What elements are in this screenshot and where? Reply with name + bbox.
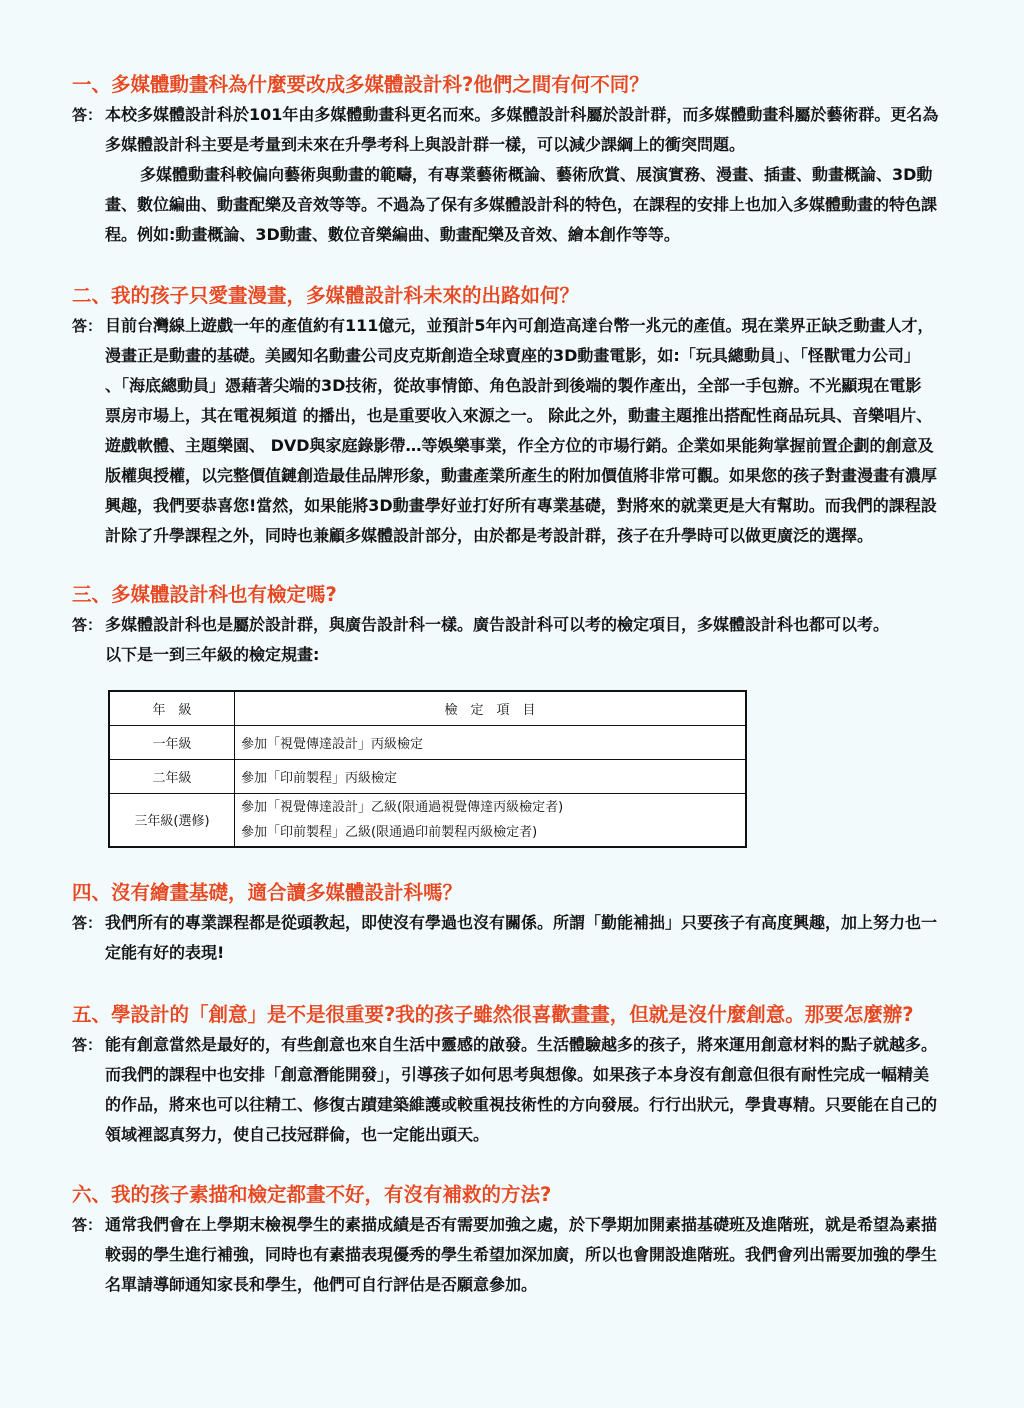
answer-line: 計除了升學課程之外，同時也兼顧多媒體設計部分，由於都是考設計群，孩子在升學時可以做更廣泛的選擇。	[105, 526, 874, 545]
table-header-grade: 年 級	[109, 691, 235, 725]
answer-line: 畫、數位編曲、動畫配樂及音效等等。不過為了保有多媒體設計科的特色，在課程的安排上也加入多媒體動畫的特色課	[105, 195, 938, 214]
faq-section-6	[72, 1180, 972, 1300]
answer-line: 多媒體設計科也是屬於設計群，與廣告設計科一樣。廣告設計科可以考的檢定項目，多媒體設計科也都可以考。	[105, 615, 890, 634]
answer-label: 答：	[72, 616, 103, 634]
faq-section-3	[72, 580, 972, 670]
answer-line: 能有創意當然是最好的，有些創意也來自生活中靈感的啟發。生活體驗越多的孩子，將來運用創意材料的點子就越多。	[105, 1035, 938, 1054]
answer-line: 多媒體設計科主要是考量到未來在升學考科上與設計群一樣，可以減少課綱上的衝突問題。	[105, 135, 746, 154]
answer-line: 票房市場上，其在電視頻道 的播出，也是重要收入來源之一。 除此之外，動畫主題推出搭配性商品玩具、音樂唱片、	[105, 406, 933, 425]
faq-answer	[72, 610, 972, 670]
answer-line: 定能有好的表現!	[105, 943, 225, 962]
answer-line: 程。例如:動畫概論、3D動畫、數位音樂編曲、動畫配樂及音效、繪本創作等等。	[105, 225, 680, 244]
answer-line: 領域裡認真努力，使自己技冠群倫，也一定能出頭天。	[105, 1125, 490, 1144]
table-header-items: 檢 定 項 目	[235, 691, 747, 725]
answer-line: 、「海底總動員」憑藉著尖端的3D技術，從故事情節、角色設計到後端的製作產出，全部一手包辦。不光顯現在電影	[105, 376, 922, 395]
answer-label: 答：	[72, 1216, 103, 1234]
answer-line: 以下是一到三年級的檢定規畫:	[105, 645, 320, 664]
answer-line: 漫畫正是動畫的基礎。美國知名動畫公司皮克斯創造全球賣座的3D動畫電影，如:「玩具總動員」、「怪獸電力公司」	[105, 346, 920, 365]
answer-line: 遊戲軟體、主題樂園、 DVD與家庭錄影帶…等娛樂事業，作全方位的市場行銷。企業如果能夠掌握前置企劃的創意及	[105, 436, 934, 455]
faq-answer	[72, 1030, 972, 1150]
table-cell-grade: 三年級(選修)	[109, 793, 235, 847]
faq-answer	[72, 100, 972, 250]
answer-line: 興趣，我們要恭喜您!當然，如果能將3D動畫學好並打好所有專業基礎，對將來的就業更是大有幫助。而我們的課程設	[105, 496, 937, 515]
faq-answer	[72, 311, 972, 551]
table-cell-grade: 二年級	[109, 759, 235, 793]
faq-title: 一、多媒體動畫科為什麼要改成多媒體設計科?他們之間有何不同？	[72, 73, 649, 96]
answer-label: 答：	[72, 317, 103, 335]
answer-label: 答：	[72, 1036, 103, 1054]
faq-title: 二、我的孩子只愛畫漫畫，多媒體設計科未來的出路如何？	[72, 284, 580, 307]
table-cell-item: 參加「視覺傳達設計」丙級檢定	[235, 725, 747, 759]
faq-title: 三、多媒體設計科也有檢定嗎?	[72, 583, 337, 606]
answer-label: 答：	[72, 106, 103, 124]
answer-line: 多媒體動畫科較偏向藝術與動畫的範疇，有專業藝術概論、藝術欣賞、展演實務、漫畫、插畫、動畫概論、3D動	[140, 165, 933, 184]
table-cell-grade: 一年級	[109, 725, 235, 759]
faq-title: 六、我的孩子素描和檢定都畫不好，有沒有補救的方法?	[72, 1183, 552, 1206]
table-row	[109, 725, 746, 759]
answer-line: 而我們的課程中也安排「創意潛能開發」，引導孩子如何思考與想像。如果孩子本身沒有創意但很有耐性完成一幅精美	[105, 1065, 930, 1084]
faq-answer	[72, 908, 972, 968]
answer-line: 本校多媒體設計科於101年由多媒體動畫科更名而來。多媒體設計科屬於設計群，而多媒體動畫科屬於藝術群。更名為	[105, 105, 939, 124]
faq-section-5	[72, 1000, 972, 1150]
faq-title: 五、學設計的「創意」是不是很重要?我的孩子雖然很喜歡畫畫，但就是沒什麼創意。那要怎麼辦?	[72, 1003, 914, 1026]
table-cell-item: 參加「印前製程」丙級檢定	[235, 759, 747, 793]
faq-section-4	[72, 878, 972, 968]
answer-line: 名單請導師通知家長和學生，他們可自行評估是否願意參加。	[105, 1275, 538, 1294]
answer-line: 較弱的學生進行補強，同時也有素描表現優秀的學生希望加深加廣，所以也會開設進階班。我們會列出需要加強的學生	[105, 1245, 938, 1264]
faq-section-1	[72, 70, 972, 250]
answer-line: 版權與授權，以完整價值鏈創造最佳品牌形象，動畫產業所產生的附加價值將非常可觀。如果您的孩子對畫漫畫有濃厚	[105, 466, 938, 485]
faq-answer	[72, 1210, 972, 1300]
table-cell-items	[235, 793, 747, 847]
table-cell-item: 參加「視覺傳達設計」乙級(限通過視覺傳達丙級檢定者)	[241, 799, 564, 815]
answer-label: 答：	[72, 914, 103, 932]
certification-plan-table	[108, 690, 747, 848]
table-row	[109, 793, 746, 847]
faq-title: 四、沒有繪畫基礎，適合讀多媒體設計科嗎？	[72, 881, 463, 904]
answer-line: 的作品，將來也可以往精工、修復古蹟建築維護或較重視技術性的方向發展。行行出狀元，學貴專精。只要能在自己的	[105, 1095, 938, 1114]
table-row	[109, 759, 746, 793]
answer-line: 目前台灣線上遊戲一年的產值約有111億元，並預計5年內可創造高達台幣一兆元的產值。現在業界正缺乏動畫人才，	[105, 316, 934, 335]
table-header-row	[109, 691, 746, 725]
answer-line: 通常我們會在上學期末檢視學生的素描成績是否有需要加強之處，於下學期加開素描基礎班及進階班，就是希望為素描	[105, 1215, 938, 1234]
table-cell-item: 參加「印前製程」乙級(限通過印前製程丙級檢定者)	[241, 824, 538, 840]
faq-section-2	[72, 281, 972, 551]
answer-line: 我們所有的專業課程都是從頭教起，即使沒有學過也沒有關係。所謂「勤能補拙」只要孩子有高度興趣，加上努力也一	[105, 913, 938, 932]
